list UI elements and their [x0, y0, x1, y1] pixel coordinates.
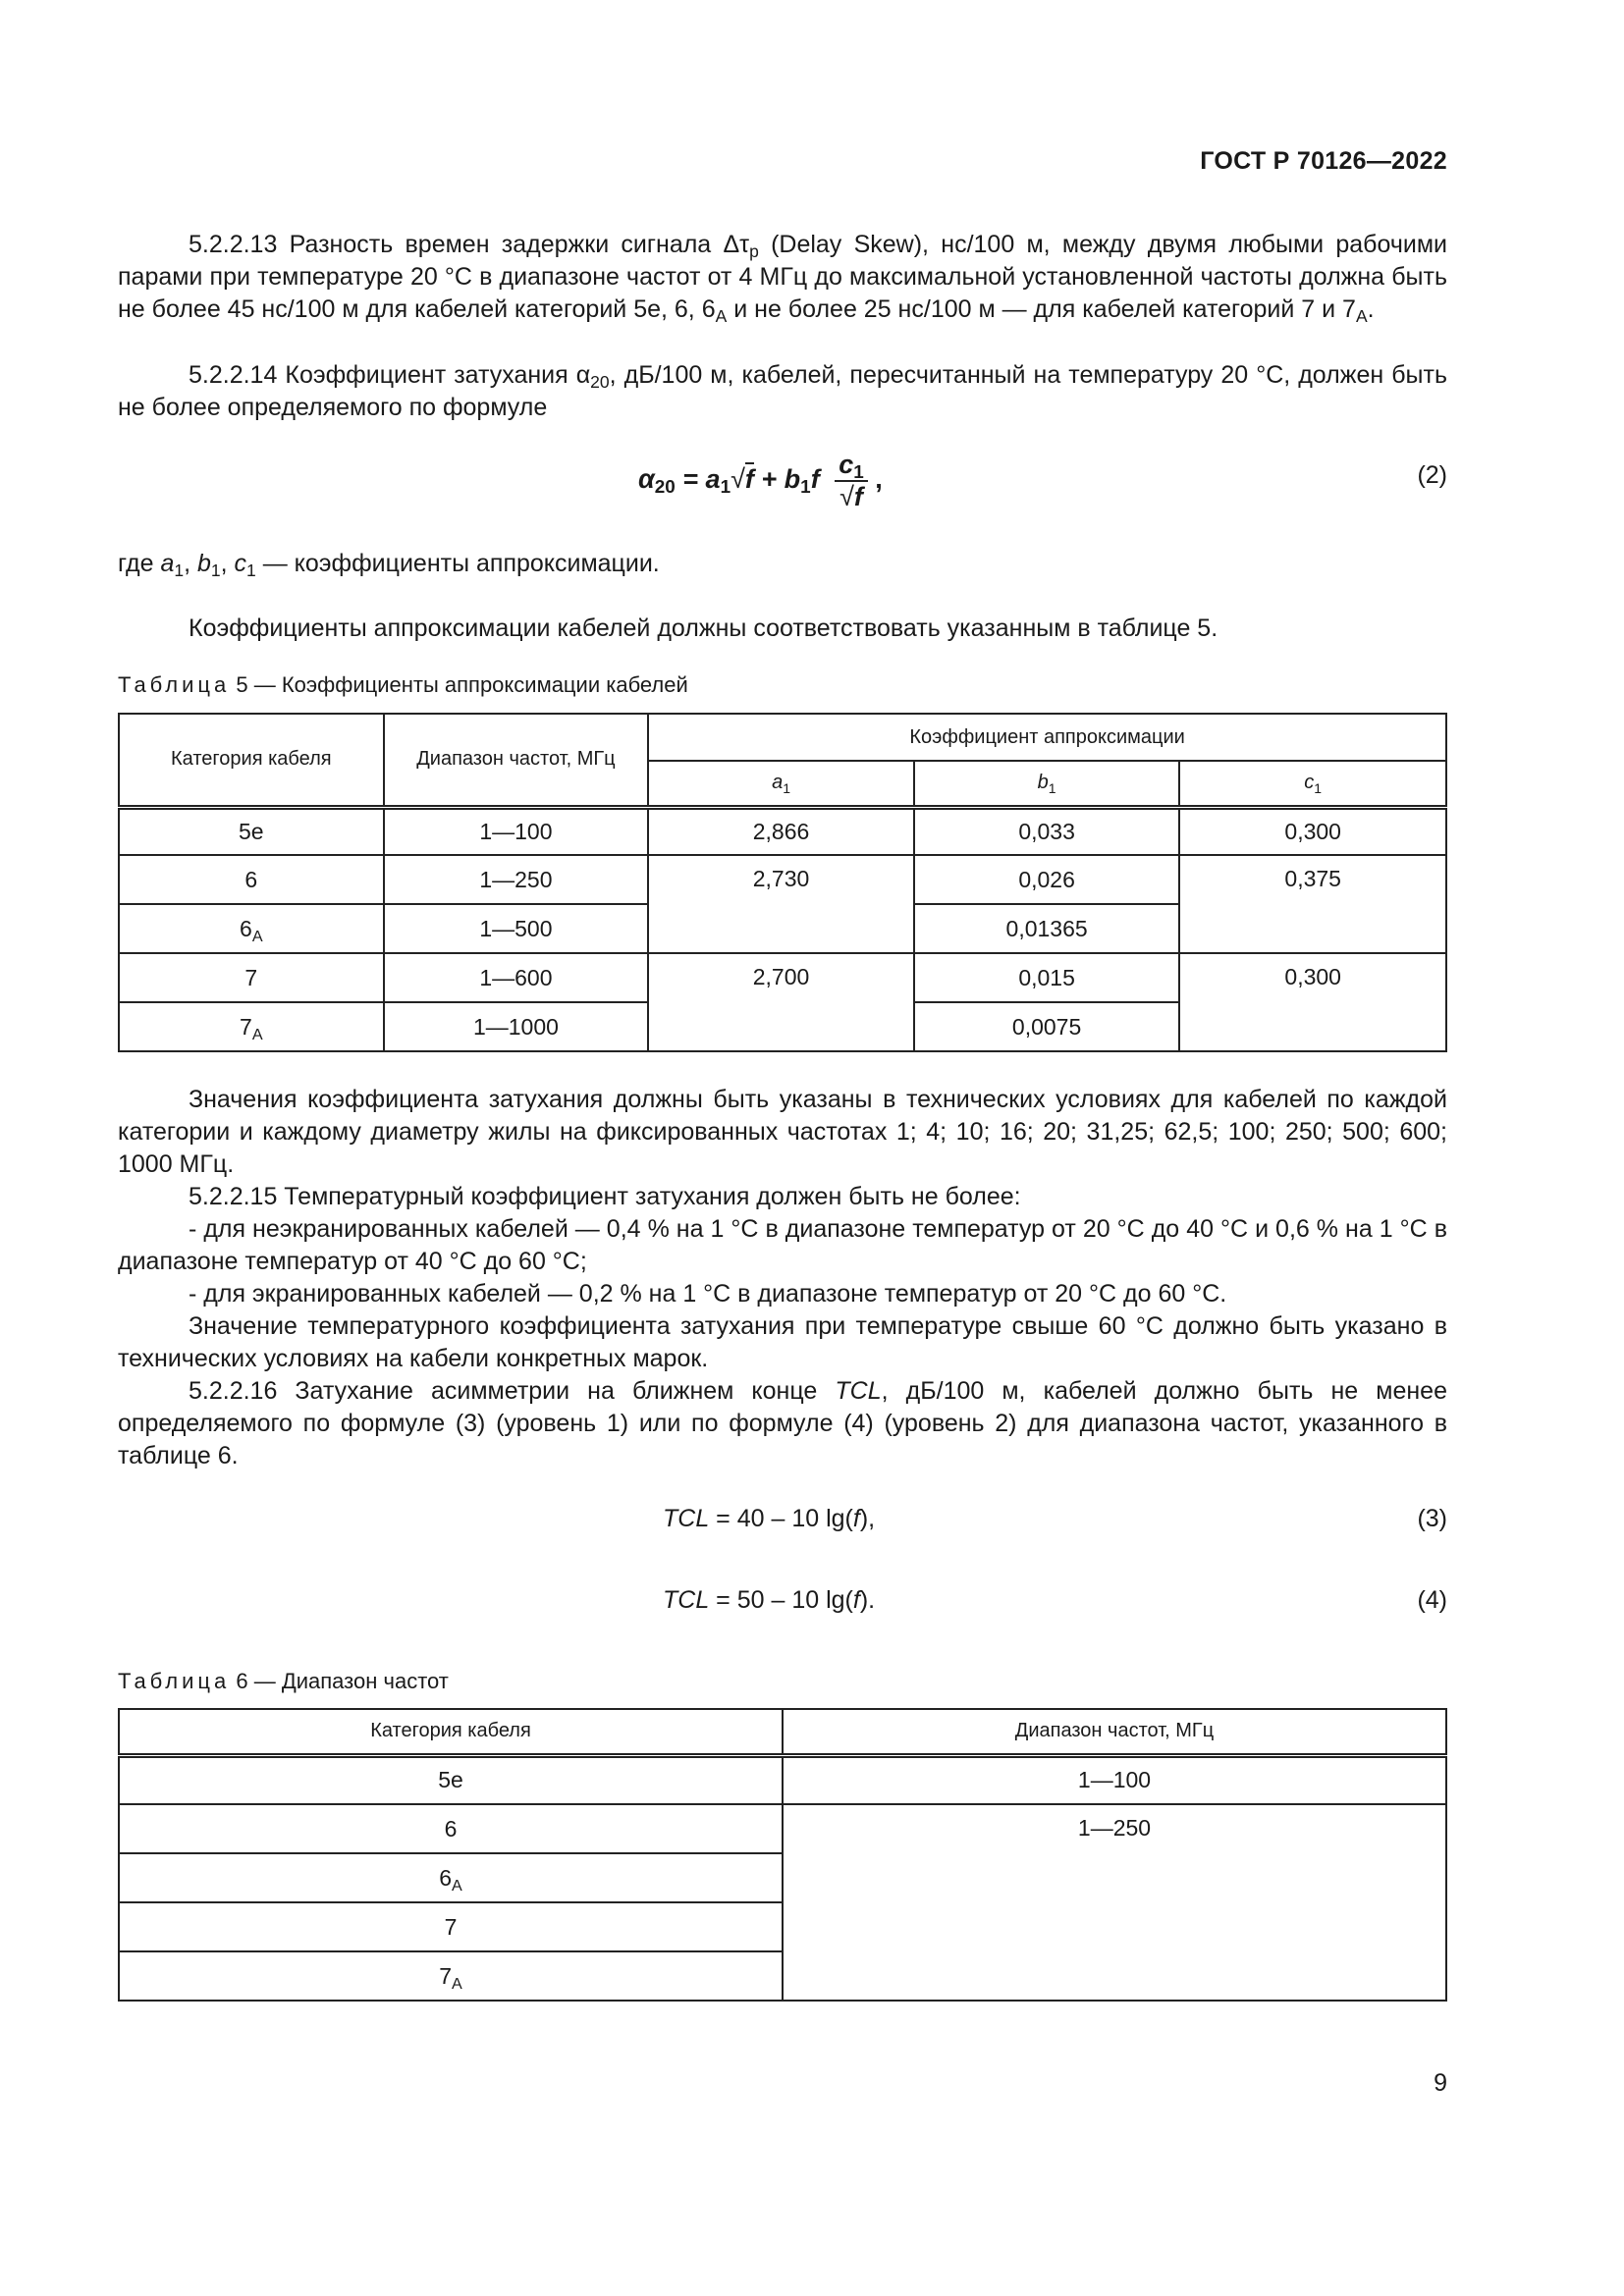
text: = a [675, 464, 721, 495]
paragraph-5-2-2-13 [118, 229, 1447, 326]
table-cell [119, 807, 384, 855]
subscript: 1 [800, 477, 811, 499]
text: + b [753, 464, 801, 495]
table-row [119, 953, 1446, 1002]
table-header-coefficient: Коэффициент аппроксимации [648, 714, 1446, 761]
table-cell [119, 1002, 384, 1051]
paragraph-temperature-value: Значение температурного коэффициента затухания при температуре свыше 60 °С должно быть указано в технических условиях на кабели конкретных марок. [118, 1312, 1447, 1372]
text: 6 [439, 1864, 453, 1891]
text: (Delay Skew), нс/100 м, между двумя любыми рабочими парами при температуре 20 °С в диапазоне частот от 4 МГц до максимальной установленной частоты должна быть не более 45 нс/100 м для кабелей категорий 5е, 6, 6 [118, 231, 1447, 323]
table-cell: 0,0075 [914, 1002, 1180, 1051]
subscript: A [452, 1974, 462, 1993]
table-row [119, 855, 1446, 904]
numerator [835, 450, 868, 482]
text: 6 [444, 1815, 458, 1842]
paragraph-where [118, 548, 1447, 580]
table-header-category: Категория кабеля [119, 1709, 783, 1755]
page-number: 9 [1434, 2069, 1447, 2097]
table-5 [118, 713, 1447, 1052]
table-cell [119, 1902, 783, 1951]
text: c [839, 450, 854, 479]
table-6 [118, 1708, 1447, 2002]
text: f [852, 1505, 860, 1532]
table-5-caption [118, 672, 688, 698]
text: ), [859, 1505, 876, 1532]
text: = 40 – 10 lg( [709, 1505, 853, 1532]
table-cell: 1—600 [384, 953, 649, 1002]
text: Таблица [118, 1669, 231, 1693]
table-cell: 0,026 [914, 855, 1180, 904]
subscript: 1 [1314, 780, 1323, 797]
text: = 50 – 10 lg( [709, 1586, 853, 1614]
table-cell: 2,866 [648, 807, 914, 855]
text: , дБ/100 м, кабелей должно быть не менее определяемого по формуле (3) (уровень 1) или по формуле (4) (уровень 2) для диапазона частот, указанного в таблице 6. [118, 1377, 1447, 1469]
text: b [1037, 772, 1049, 794]
formula-2 [638, 450, 883, 512]
text: Таблица [118, 672, 231, 697]
paragraph-5-2-2-15: 5.2.2.15 Температурный коэффициент затухания должен быть не более: [189, 1183, 1021, 1210]
subscript: 1 [720, 477, 731, 499]
text: 7 [240, 1013, 252, 1040]
text: 5e [438, 1767, 463, 1793]
formula-3 [663, 1505, 875, 1533]
text: 5.2.2.16 Затухание асимметрии на ближнем конце [189, 1377, 836, 1405]
subscript: 1 [210, 561, 221, 580]
fraction [835, 450, 868, 512]
table-header-range: Диапазон частот, МГц [384, 714, 649, 807]
table-cell: 0,300 [1179, 953, 1446, 1051]
table-cell: 0,300 [1179, 807, 1446, 855]
text: и не более 25 нс/100 м — для кабелей категорий 7 и 7 [727, 295, 1356, 323]
text: , [220, 550, 235, 577]
table-header-a [648, 761, 914, 807]
subscript: p [749, 241, 759, 261]
page-header: ГОСТ Р 70126—2022 [1200, 147, 1447, 175]
table-cell: 1—1000 [384, 1002, 649, 1051]
text: f [810, 464, 820, 495]
text: 7 [444, 1913, 458, 1940]
text: ). [859, 1586, 876, 1614]
subscript: A [452, 1876, 462, 1895]
table-cell: 0,033 [914, 807, 1180, 855]
sqrt-sign: √ [839, 482, 854, 511]
equation-number-4: (4) [1417, 1586, 1447, 1614]
text: b [196, 550, 211, 577]
text: a [160, 550, 175, 577]
subscript: 20 [590, 372, 610, 392]
table-cell: 1—100 [783, 1755, 1446, 1804]
paragraph-5-2-2-16 [118, 1375, 1447, 1472]
subscript: A [715, 306, 728, 326]
text: , [867, 464, 883, 495]
text: 7 [439, 1962, 453, 1989]
subscript: A [251, 1025, 263, 1043]
text: TCL [663, 1586, 710, 1614]
table-cell: 2,730 [648, 855, 914, 953]
table-row [119, 807, 1446, 855]
text: TCL [663, 1505, 710, 1532]
paragraph-coefficients: Коэффициенты аппроксимации кабелей должны соответствовать указанным в таблице 5. [189, 614, 1218, 642]
text: — коэффициенты аппроксимации. [255, 550, 660, 577]
text: , дБ/100 м, кабелей, пересчитанный на температуру 20 °С, должен быть не более определяемого по формуле [118, 361, 1447, 421]
table-cell [119, 1853, 783, 1902]
paragraph-unshielded: - для неэкранированных кабелей — 0,4 % на 1 °С в диапазоне температур от 20 °С до 40 °С и 0,6 % на 1 °С в диапазоне температур от 40 °С до 60 °С; [118, 1215, 1447, 1275]
table-header-category: Категория кабеля [119, 714, 384, 807]
table-cell: 1—250 [783, 1804, 1446, 2001]
table-cell [119, 904, 384, 953]
text: a [772, 772, 784, 794]
denominator [835, 482, 868, 512]
text: c [1304, 772, 1315, 794]
text: 6 — Диапазон частот [230, 1669, 449, 1693]
subscript: 1 [174, 561, 185, 580]
text: f [853, 482, 863, 511]
table-cell: 0,015 [914, 953, 1180, 1002]
subscript: 1 [1048, 780, 1056, 797]
table-header-b [914, 761, 1180, 807]
table-row [119, 1755, 1446, 1804]
text: 5e [239, 818, 264, 844]
text: c [234, 550, 247, 577]
table-cell: 0,375 [1179, 855, 1446, 953]
text: , [184, 550, 197, 577]
table-cell [119, 1804, 783, 1853]
table-cell [119, 1951, 783, 2001]
table-cell [119, 1755, 783, 1804]
alpha-symbol: α [638, 464, 655, 495]
subscript: 1 [853, 462, 864, 483]
table-cell: 1—250 [384, 855, 649, 904]
table-cell: 1—500 [384, 904, 649, 953]
text: f [852, 1586, 860, 1614]
text: . [1367, 295, 1375, 323]
text: f [744, 464, 754, 495]
text: 6 [240, 915, 252, 941]
table-6-caption [118, 1669, 449, 1694]
text: 5 — Коэффициенты аппроксимации кабелей [230, 672, 688, 697]
subscript: 1 [246, 561, 256, 580]
formula-4 [663, 1586, 875, 1615]
table-cell [119, 855, 384, 904]
subscript: 1 [783, 780, 790, 797]
paragraph-values: Значения коэффициента затухания должны быть указаны в технических условиях для кабелей по каждой категории и каждому диаметру жилы на фиксированных частотах 1; 4; 10; 16; 20; 31,25; 62,5; 100; 250; 500; 600; 1000 МГц. [118, 1086, 1447, 1178]
equation-number-3: (3) [1417, 1505, 1447, 1532]
sqrt-sign: √ [731, 464, 745, 495]
table-cell: 1—100 [384, 807, 649, 855]
table-cell [119, 953, 384, 1002]
equation-number-2: (2) [1417, 461, 1447, 489]
text: TCL [835, 1377, 882, 1405]
subscript: A [1355, 306, 1368, 326]
table-header-c [1179, 761, 1446, 807]
text: 5.2.2.13 Разность времен задержки сигнала Δτ [189, 231, 750, 258]
table-cell: 0,01365 [914, 904, 1180, 953]
table-row [119, 1804, 1446, 1853]
text: 7 [244, 964, 258, 990]
subscript: 20 [654, 477, 676, 499]
table-header-range: Диапазон частот, МГц [783, 1709, 1446, 1755]
paragraph-shielded: - для экранированных кабелей — 0,2 % на 1 °С в диапазоне температур от 20 °С до 60 °С. [189, 1280, 1227, 1308]
table-cell: 2,700 [648, 953, 914, 1051]
subscript: A [251, 927, 263, 945]
text: 5.2.2.14 Коэффициент затухания α [189, 361, 591, 389]
paragraph-5-2-2-14 [118, 359, 1447, 424]
text: где [118, 550, 161, 577]
text: 6 [244, 866, 258, 892]
